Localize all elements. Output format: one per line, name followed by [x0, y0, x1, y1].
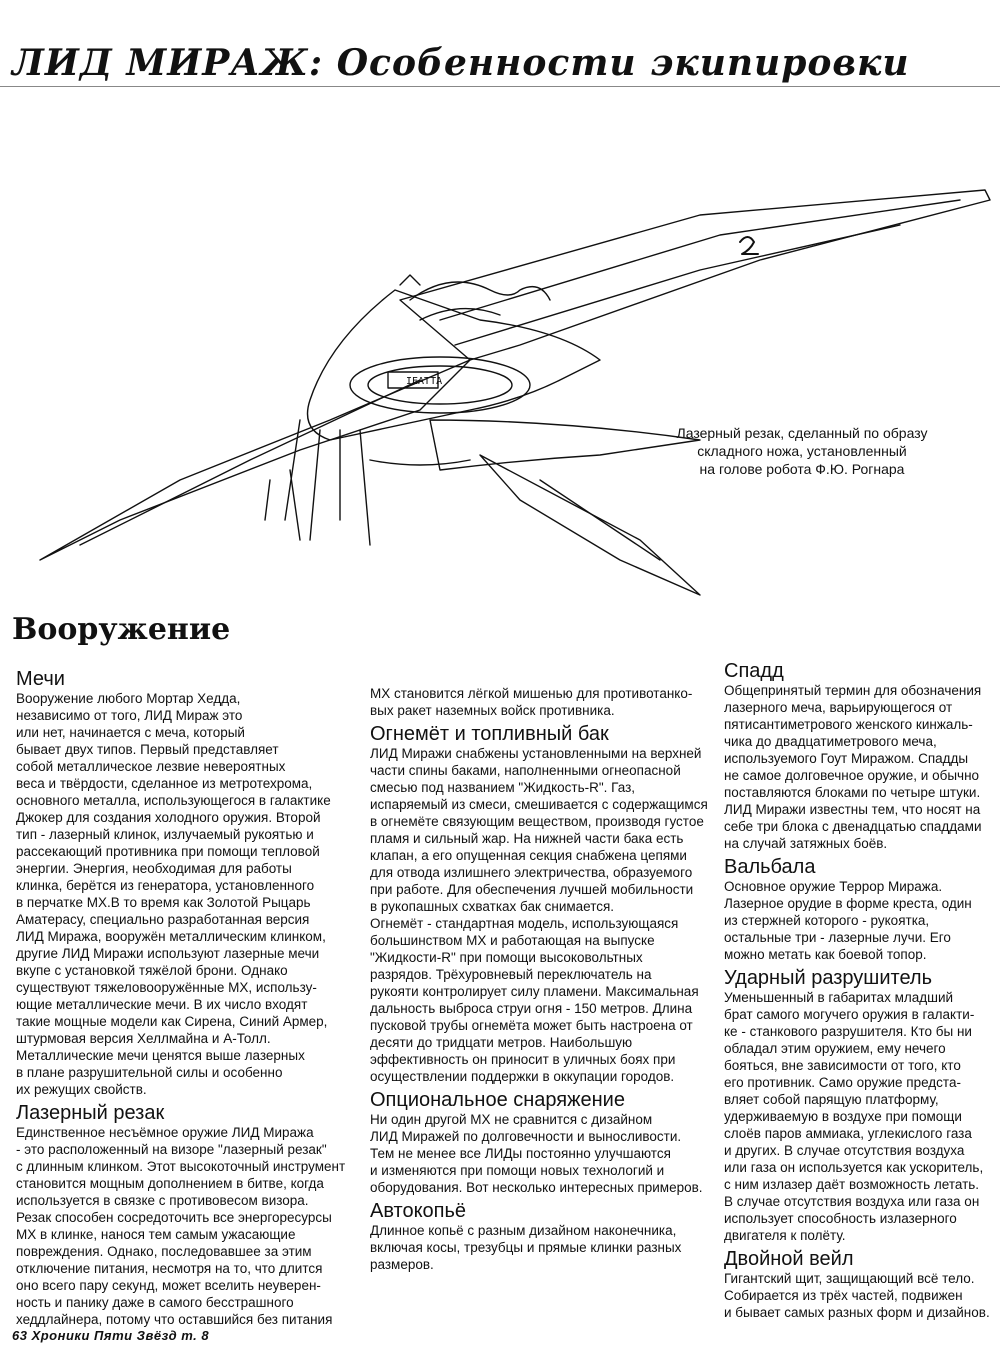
heading-double-veil: Двойной вейл: [724, 1248, 854, 1270]
illustration-caption: [668, 424, 936, 478]
heading-swords: Мечи: [16, 668, 65, 690]
plate-label: IEATTA: [406, 376, 443, 387]
heading-laser-cutter: Лазерный резак: [16, 1102, 165, 1124]
heading-spadd: Спадд: [724, 660, 784, 682]
heading-flamethrower: Огнемёт и топливный бак: [370, 723, 609, 745]
caption-text: Лазерный резак, сделанный по образу складного ножа, установленный на голове робота Ф.Ю. Рогнара: [676, 425, 928, 477]
robot-head: [308, 290, 601, 440]
text-impact-destroyer: Уменьшенный в габаритах младший брат самого могучего оружия в галакти- ке - станкового разрушителя. Кто бы ни обладал этим оружием, ему нечего бояться, вне зависимости от того, кто его противник. Само оружие предста- вляет собой парящую платформу, удерживаемую в воздухе при помощи слоёв паров аммиака, углекислого газа и других. В случае отсутствия воздуха или газа он используется как ускоритель, с ним излазер даёт возможность летать. В случае отсутствия воздуха или газа он использует способность излазерного двигателя к полёту.: [724, 990, 984, 1243]
text-optional-equipment: Ни один другой МХ не сравнится с дизайном ЛИД Миражей по долговечности и выносливости. Тем не менее все ЛИДы постоянно улучшаются и изменяются при помощи новых технологий и оборудования. Вот несколько интересных примеров.: [370, 1112, 703, 1195]
lower-fin: [430, 420, 700, 470]
column-3: [724, 656, 994, 1321]
heading-optional-equipment: Опциональное снаряжение: [370, 1089, 625, 1111]
text-flamethrower: ЛИД Миражи снабжены установленными на верхней части спины баками, наполненными огнеопасной смесью под названием "Жидкость-R". Газ, испаряемый из смеси, смешивается с содержащимся в огнемёте связующим веществом, производя густое пламя и сильный жар. На нижней части бака есть клапан, а его опущенная секция снабжена цепями для отвода излишнего электричества, образуемого при работе. Для обеспечения лучшей мобильности в рукопашных схватках бак снимается. Огнемёт - стандартная модель, использующаяся большинством МХ и работающая на выпуске "Жидкости-R" при помощи высоковольтных разрядов. Трёхуровневый переключатель на рукояти контролирует силу пламени. Максимальная дальность выброса струи огня - 150 метров. Длина пусковой трубы огнемёта может быть настроена от десяти до тридцати метров. Наибольшую эффективность он приносит в уличных боях при осуществлении поддержки в оккупации городов.: [370, 746, 708, 1084]
text-swords: Вооружение любого Мортар Хедда, независимо от того, ЛИД Мираж это или нет, начинается с меча, который бывает двух типов. Первый представляет собой металлическое лезвие невероятных веса и твёрдости, сделанное из метротехрома, основного металла, использующегося в галактике Джокер для создания холодного оружия. Второй тип - лазерный клинок, излучаемый рукоятью и рассекающий противника при помощи тепловой энергии. Энергия, необходимая для работы клинка, берётся из генератора, установленного в перчатке МХ.В то время как Золотой Рыцарь Аматерасу, специально разработанная версия ЛИД Миража, вооружён металлическим клинком, другие ЛИД Миражи используют лазерные мечи вкупе с установкой тяжёлой брони. Однако существуют тяжеловооружённые МХ, использу- ющие металлические мечи. В их число входят такие мощные модели как Сирена, Синий Армер, штурмовая версия Хеллмайна и А-Толл. Металлические мечи ценятся выше лазерных в плане разрушительной силы и особенно их режущих свойств.: [16, 691, 331, 1097]
heading-valbala: Вальбала: [724, 856, 816, 878]
laser-cutter-illustration: [0, 180, 1000, 610]
column-2: [370, 685, 715, 1273]
page-footer: 63 Хроники Пяти Звёзд т. 8: [12, 1328, 210, 1343]
text-laser-cutter: Единственное несъёмное оружие ЛИД Миража - это расположенный на визоре "лазерный резак" с длинным клинком. Этот высокоточный инструмент становится мощным дополнением в битве, когда используется в связке с противовесом визора. Резак способен сосредоточить все энергоресурсы МХ в клинке, нанося тем самым ужасающие повреждения. Однако, последовавшее за этим отключение питания, несмотря на то, что длится оно всего пару секунд, может вселить неуверен- ность и панику даже в самого бесстрашного хеддлайнера, потому что оставшийся без питания: [16, 1125, 346, 1327]
heading-autospear: Автокопьё: [370, 1200, 467, 1222]
page-title: ЛИД МИРАЖ: Особенности экипировки: [12, 42, 910, 84]
text-spadd: Общепринятый термин для обозначения лазерного меча, варьирующегося от пятисантиметрового женского кинжаль- чика до двадцатиметрового меча, используемого Гоут Миражом. Спадды не самое долговечное оружие, и обычно поставляются блоками по четыре штуки. ЛИД Миражи известны тем, что носят на себе три блока с двенадцатью спаддами на случай затяжных боёв.: [724, 683, 982, 851]
text-valbala: Основное оружие Террор Миража. Лазерное орудие в форме креста, один из стержней которого - рукоятка, остальные три - лазерные лучи. Его можно метать как боевой топор.: [724, 879, 972, 962]
text-continued: МХ становится лёгкой мишенью для противотанко- вых ракет наземных войск противника.: [370, 686, 693, 718]
text-autospear: Длинное копьё с разным дизайном наконечника, включая косы, трезубцы и прямые клинки разных размеров.: [370, 1223, 682, 1272]
column-1: [16, 664, 356, 1328]
title-divider: [0, 86, 1000, 87]
section-title-armament: Вооружение: [12, 612, 231, 647]
heading-impact-destroyer: Ударный разрушитель: [724, 967, 932, 989]
blade-left: [40, 360, 470, 560]
text-double-veil: Гигантский щит, защищающий всё тело. Собирается из трёх частей, подвижен и бывает самых разных форм и дизайнов.: [724, 1271, 990, 1320]
